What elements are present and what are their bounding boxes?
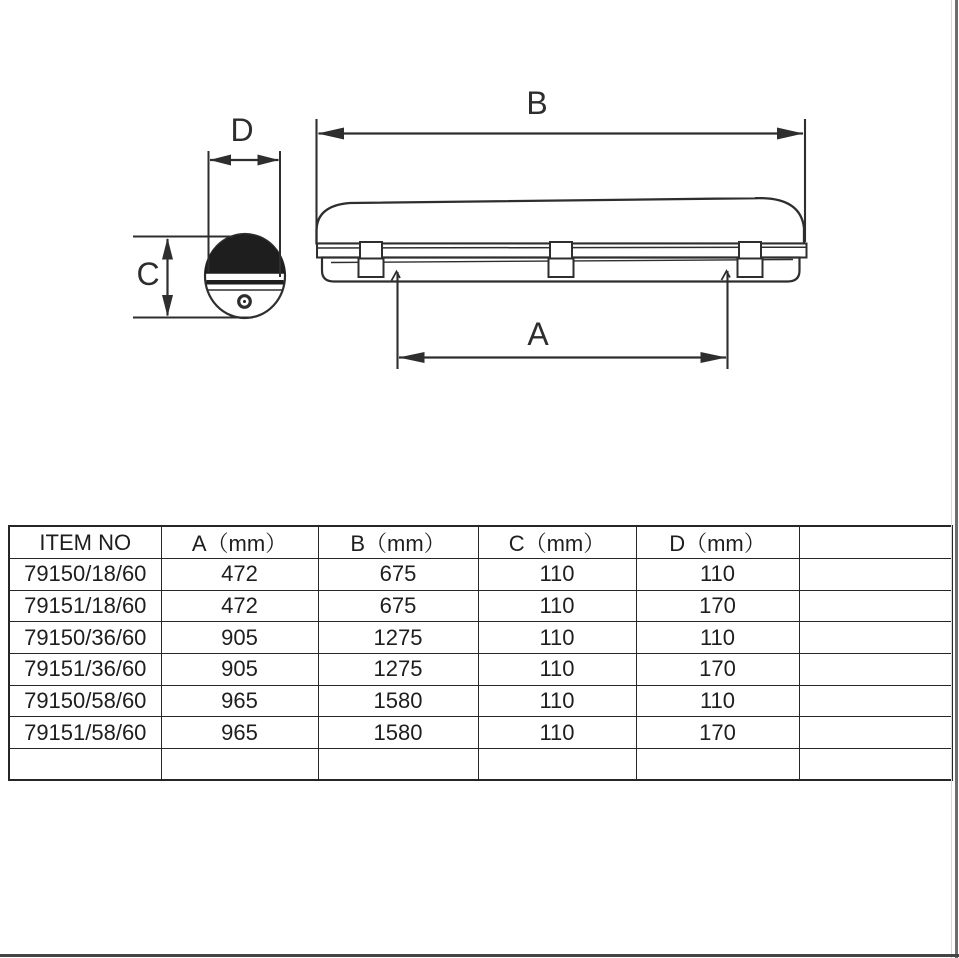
screw-center-dot <box>243 300 246 303</box>
table-cell: 110 <box>478 654 636 686</box>
end-view-band <box>207 280 284 285</box>
table-cell <box>636 749 799 781</box>
table-cell: 110 <box>636 685 799 717</box>
page-edge-bottom <box>0 954 959 957</box>
front-view-cover <box>317 198 805 243</box>
table-cell: 110 <box>478 717 636 749</box>
table-header-row <box>9 526 952 559</box>
arrowhead-down-icon <box>162 295 173 317</box>
table-cell: 110 <box>478 590 636 622</box>
table-cell: 170 <box>636 717 799 749</box>
table-cell: 79150/36/60 <box>9 622 161 654</box>
table-cell: 110 <box>478 622 636 654</box>
page-edge-right <box>955 0 958 958</box>
end-view-dome <box>205 235 285 273</box>
table-cell: 1275 <box>318 654 478 686</box>
table-cell <box>799 685 952 717</box>
table-cell: 472 <box>161 559 318 591</box>
clip-left <box>359 242 384 277</box>
table-cell: 79151/18/60 <box>9 590 161 622</box>
table-cell: 170 <box>636 654 799 686</box>
table-row <box>9 654 952 686</box>
dim-label-c: C <box>136 256 160 292</box>
table-cell: 170 <box>636 590 799 622</box>
table-cell <box>9 749 161 781</box>
table-cell: 905 <box>161 622 318 654</box>
table-cell: 675 <box>318 559 478 591</box>
table-cell: 965 <box>161 685 318 717</box>
table-cell: 675 <box>318 590 478 622</box>
table-cell <box>799 654 952 686</box>
table-cell: 110 <box>636 559 799 591</box>
end-view <box>205 234 285 318</box>
table-header-cell: B（mm） <box>318 526 478 559</box>
clip-right <box>738 242 763 277</box>
arrowhead-right-icon <box>777 128 804 140</box>
dim-label-a: A <box>527 316 549 352</box>
table-cell: 110 <box>478 685 636 717</box>
table-cell <box>799 717 952 749</box>
table-cell: 79150/18/60 <box>9 559 161 591</box>
spec-table <box>8 525 953 781</box>
table-row <box>9 622 952 654</box>
table-header-cell: D（mm） <box>636 526 799 559</box>
table-cell <box>478 749 636 781</box>
table-header-cell: ITEM NO <box>9 526 161 559</box>
table-cell: 79151/58/60 <box>9 717 161 749</box>
table-row <box>9 559 952 591</box>
arrowhead-up-icon <box>162 238 173 260</box>
table-cell: 1275 <box>318 622 478 654</box>
dim-label-d: D <box>230 112 254 148</box>
dim-a <box>392 271 731 369</box>
dim-label-b: B <box>526 85 548 121</box>
table-cell: 1580 <box>318 685 478 717</box>
table-cell <box>161 749 318 781</box>
arrowhead-left-icon <box>399 352 425 363</box>
table-row <box>9 590 952 622</box>
arrowhead-left-icon <box>210 155 232 166</box>
table-header-cell: A（mm） <box>161 526 318 559</box>
page-edge-right-light <box>951 0 952 958</box>
table-header-cell: C（mm） <box>478 526 636 559</box>
arrowhead-right-icon <box>258 155 280 166</box>
table-cell: 1580 <box>318 717 478 749</box>
table-cell: 110 <box>478 559 636 591</box>
arrowhead-left-icon <box>318 128 345 140</box>
table-cell: 79150/58/60 <box>9 685 161 717</box>
table-row <box>9 685 952 717</box>
table-cell: 110 <box>636 622 799 654</box>
arrowhead-right-icon <box>701 352 727 363</box>
table-row <box>9 717 952 749</box>
table-cell: 79151/36/60 <box>9 654 161 686</box>
table-body <box>9 559 952 781</box>
clip-middle <box>549 242 574 277</box>
table-row <box>9 749 952 781</box>
table-cell <box>799 559 952 591</box>
table-header-cell <box>799 526 952 559</box>
table-cell: 905 <box>161 654 318 686</box>
table-cell: 472 <box>161 590 318 622</box>
table-cell <box>799 590 952 622</box>
front-view <box>317 198 807 281</box>
table-cell <box>799 622 952 654</box>
table-cell <box>799 749 952 781</box>
table-cell <box>318 749 478 781</box>
table-cell: 965 <box>161 717 318 749</box>
